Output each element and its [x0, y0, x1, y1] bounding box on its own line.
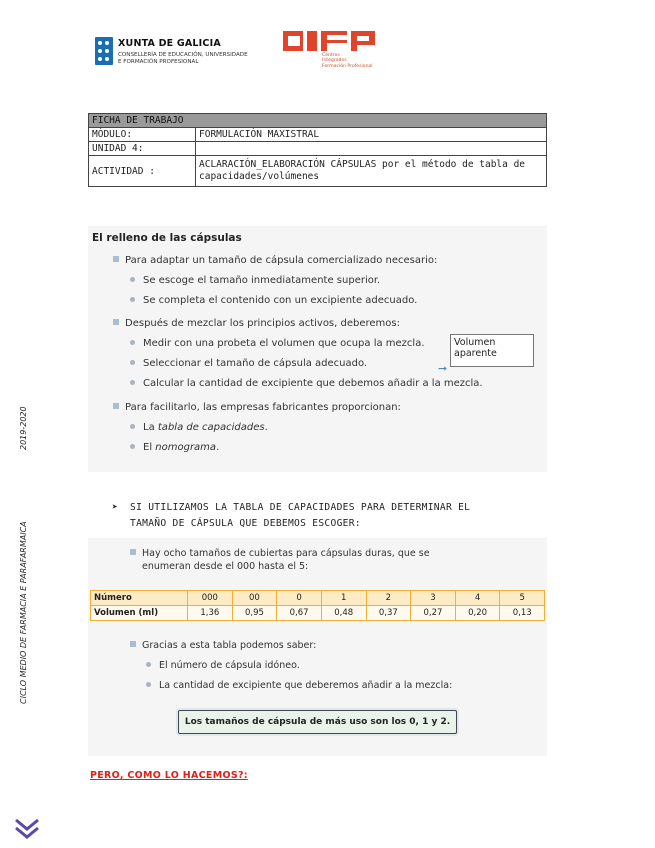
- table-cell: 000: [188, 591, 233, 606]
- slide-title: El relleno de las cápsulas: [92, 232, 242, 244]
- sub-bullet-item: Se completa el contenido con un excipiente adecuado.: [130, 295, 417, 306]
- sub-bullet-item: Se escoge el tamaño inmediatamente superior.: [130, 275, 380, 286]
- square-bullet-icon: [130, 641, 136, 647]
- sub-bullet-item: La cantidad de excipiente que deberemos añadir a la mezcla:: [146, 680, 452, 691]
- xunta-logo-icon: [95, 37, 113, 65]
- table-cell: 2: [366, 591, 411, 606]
- table-cell: 3: [411, 591, 456, 606]
- square-bullet-icon: [113, 403, 119, 409]
- ficha-value: [196, 142, 547, 156]
- table-cell: 00: [232, 591, 277, 606]
- ficha-key: ACTIVIDAD :: [89, 156, 196, 187]
- cycle-label: CICLO MEDIO DE FARMACIA E PARAFARMAICA: [19, 521, 28, 704]
- double-chevron-down-icon: [14, 818, 40, 844]
- table-cell: 4: [455, 591, 500, 606]
- square-bullet-icon: [113, 256, 119, 262]
- dot-bullet-icon: [130, 340, 135, 345]
- table-cell: 5: [500, 591, 545, 606]
- dot-bullet-icon: [130, 360, 135, 365]
- dot-bullet-icon: [130, 424, 135, 429]
- bullet-item: Hay ocho tamaños de cubiertas para cápsulas duras, que se enumeran desde el 000 hasta el 5:: [130, 547, 430, 573]
- cifp-logo-icon: [283, 30, 393, 52]
- dot-bullet-icon: [130, 297, 135, 302]
- ficha-key: UNIDAD 4:: [89, 142, 196, 156]
- bullet-item: Para facilitarlo, las empresas fabricantes proporcionan:: [113, 402, 401, 413]
- question-heading: PERO, COMO LO HACEMOS?:: [90, 770, 248, 781]
- xunta-department: CONSELLERÍA DE EDUCACIÓN, UNIVERSIDADE E FORMACIÓN PROFESIONAL: [118, 52, 248, 65]
- ficha-key: MÓDULO:: [89, 128, 196, 142]
- table-cell: 0: [277, 591, 322, 606]
- bullet-item: Gracias a esta tabla podemos saber:: [130, 640, 316, 651]
- table-cell: 0,48: [321, 606, 366, 621]
- dot-bullet-icon: [130, 444, 135, 449]
- table-row: [91, 606, 545, 621]
- row-label: Número: [91, 591, 188, 606]
- table-cell: 1,36: [188, 606, 233, 621]
- table-cell: 0,37: [366, 606, 411, 621]
- square-bullet-icon: [113, 319, 119, 325]
- note-box: Los tamaños de cápsula de más uso son los 0, 1 y 2.: [178, 710, 457, 734]
- square-bullet-icon: [130, 549, 136, 555]
- table-cell: 0,13: [500, 606, 545, 621]
- cifp-subtitle: Centros Integrados Formación Profesional: [322, 53, 373, 69]
- year-label: 2019-2020: [19, 406, 28, 450]
- intro-heading: SI UTILIZAMOS LA TABLA DE CAPACIDADES PARA DETERMINAR EL TAMAÑO DE CÁPSULA QUE DEBEMOS ESCOGER:: [130, 502, 471, 529]
- dot-bullet-icon: [146, 662, 151, 667]
- row-label: Volumen (ml): [91, 606, 188, 621]
- table-row: [91, 591, 545, 606]
- bullet-item: Para adaptar un tamaño de cápsula comercializado necesario:: [113, 255, 437, 266]
- sub-bullet-item: Calcular la cantidad de excipiente que debemos añadir a la mezcla.: [130, 378, 483, 389]
- dot-bullet-icon: [130, 277, 135, 282]
- capacity-table: [90, 590, 545, 621]
- xunta-title: XUNTA DE GALICIA: [118, 38, 221, 49]
- table-cell: 0,20: [455, 606, 500, 621]
- ficha-value: ACLARACIÓN_ELABORACIÓN CÁPSULAS por el método de tabla de capacidades/volúmenes: [196, 156, 547, 187]
- ficha-table: [88, 113, 547, 187]
- table-cell: 0,27: [411, 606, 456, 621]
- sub-bullet-item: La tabla de capacidades.: [130, 422, 268, 433]
- bullet-item: Después de mezclar los principios activos, deberemos:: [113, 318, 400, 329]
- ficha-title: FICHA DE TRABAJO: [89, 114, 547, 128]
- table-cell: 1: [321, 591, 366, 606]
- sub-bullet-item: Seleccionar el tamaño de cápsula adecuado.: [130, 358, 367, 369]
- sub-bullet-item: El nomograma.: [130, 442, 219, 453]
- arrow-icon: ➞: [438, 362, 448, 375]
- sub-bullet-item: Medir con una probeta el volumen que ocupa la mezcla.: [130, 338, 425, 349]
- table-cell: 0,95: [232, 606, 277, 621]
- ficha-value: FORMULACIÓN MAXISTRAL: [196, 128, 547, 142]
- callout-volumen-aparente: Volumen aparente: [450, 334, 534, 367]
- sub-bullet-item: El número de cápsula idóneo.: [146, 660, 300, 671]
- dot-bullet-icon: [146, 682, 151, 687]
- dot-bullet-icon: [130, 380, 135, 385]
- intro-arrow-icon: ➤: [112, 502, 118, 513]
- table-cell: 0,67: [277, 606, 322, 621]
